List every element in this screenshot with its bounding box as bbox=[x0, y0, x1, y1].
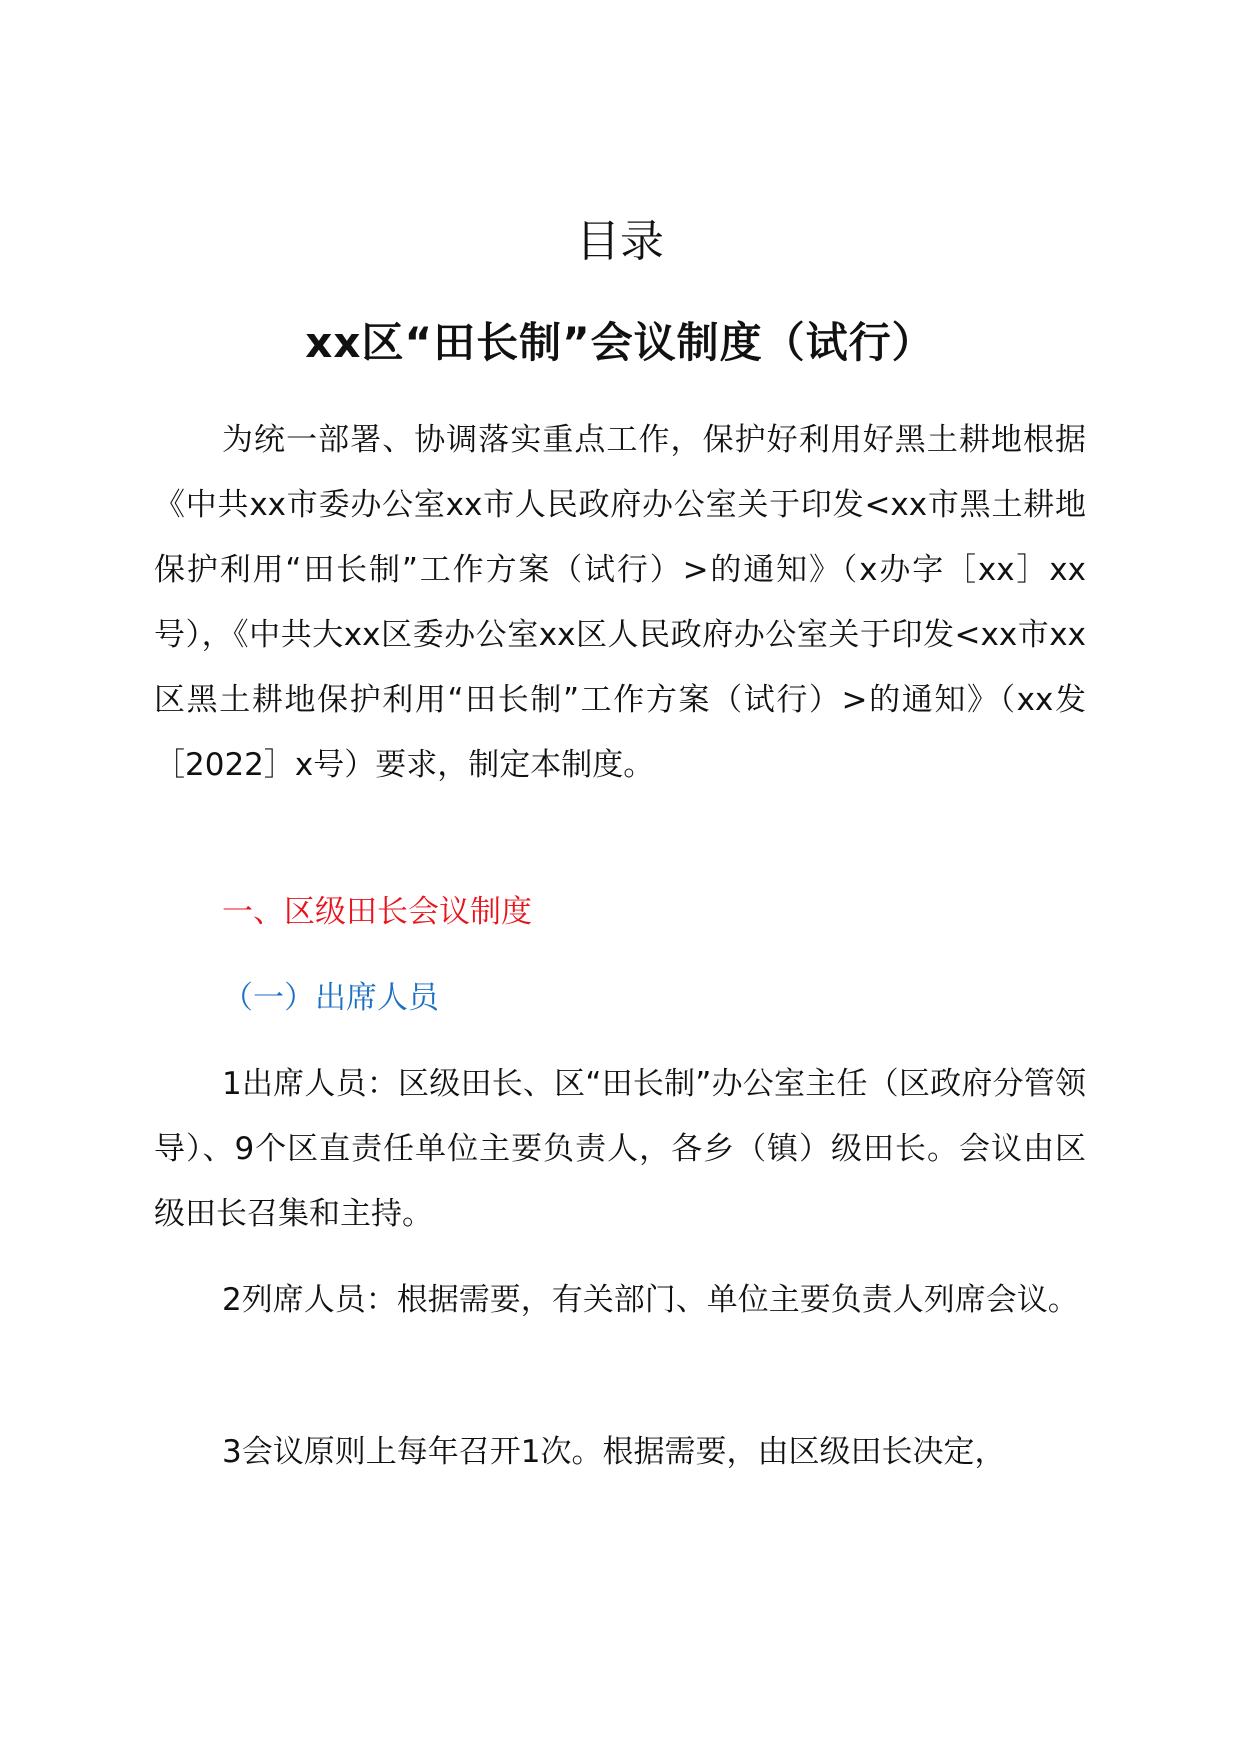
list-item-attendees: 1出席人员：区级田长、区“田长制”办公室主任（区政府分管领导）、9个区直责任单位主要负责人，各乡（镇）级田长。会议由区级田长召集和主持。 bbox=[154, 1066, 1086, 1232]
list-item-observers: 2列席人员：根据需要，有关部门、单位主要负责人列席会议。 bbox=[222, 1282, 1079, 1318]
section-heading-district-meeting: 一、区级田长会议制度 bbox=[222, 894, 532, 930]
intro-paragraph: 为统一部署、协调落实重点工作，保护好利用好黑土耕地根据《中共xx市委办公室xx市人民政府办公室关于印发<xx市黑土耕地保护利用“田长制”工作方案（试行）>的通知》（x办字［xx］xx号），《中共大xx区委办公室xx区人民政府办公室关于印发<xx市xx区黑土耕地保护利用“田长制”工作方案（试行）>的通知》（xx发［2022］x号）要求，制定本制度。 bbox=[154, 422, 1086, 783]
subsection-heading-attendees: （一）出席人员 bbox=[222, 980, 439, 1016]
list-item-frequency: 3会议原则上每年召开1次。根据需要，由区级田长决定， bbox=[222, 1434, 1006, 1470]
document-title: xx区“田长制”会议制度（试行） bbox=[305, 318, 935, 367]
toc-title: 目录 bbox=[576, 216, 664, 267]
